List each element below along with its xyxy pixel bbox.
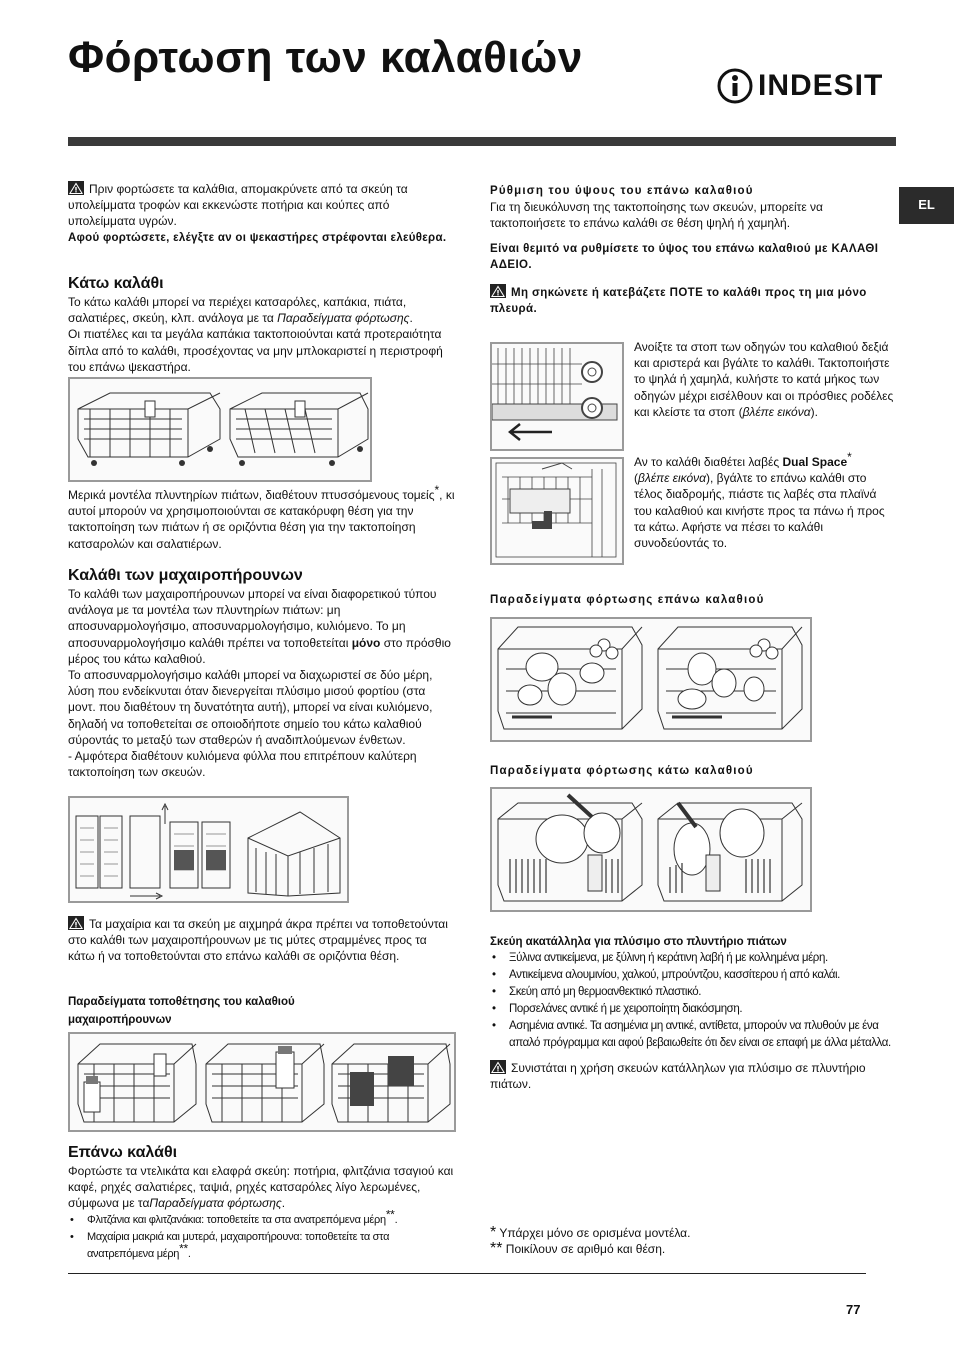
lower-basket-figure [68,377,372,482]
cutlery-warning: Τα μαχαίρια και τα σκεύη με αιχμηρά άκρα πρέπει να τοποθετούνται στο καλάθι των μαχαιροπήρουνων με τις μύτες στραμμένες προς τα κάτω ή να τοποθετούνται στο επάνω καλάθι σε οριζόντια θέση. [68,917,448,964]
header-rule [68,137,896,146]
upper-basket-text: Φορτώστε τα ντελικάτα και ελαφρά σκεύη: ποτήρια, φλιτζάνια τσαγιού και καφέ, ρηχές σαλατιέρες, ταψιά, ρηχές κατσαρόλες λίγο λερωμένες, σύμφωνα με ταΠαραδείγματα φόρτωσης. [68,1164,454,1211]
brand-logo [716,66,883,106]
footnote-double-star: ** Ποικίλουν σε αριθμό και θέση. [490,1240,666,1258]
lower-basket-examples-figure [490,787,812,912]
rail-stop-text: Ανοίξτε τα στοπ των οδηγών του καλαθιού δεξιά και αριστερά και βγάλτε το καλάθι. Τακτοποιήστε το ψηλά ή χαμηλά, κυλήστε το κατά μήκος των οδηγών μέχρι εισέλθουν και οι πρόσθιες ροδέλες και κλείστε τα στοπ (βλέπε εικόνα). [634,340,894,419]
brand-i-icon [716,67,754,105]
cutlery-p2: Το αποσυναρμολογήσιμο καλάθι μπορεί να διαχωριστεί σε δύο μέρη, λύση που ενδείκνυται όταν διενεργείται πλύσιμο μισού φορτίου (στα μοντ. που διαθέτουν τη δυνατότητα αυτή), μπορεί να είναι κυλιόμενο, δηλαδή να τοποθετείται σε οποιοδήποτε σημείο του κάτω καλαθιού σύροντάς το μεταξύ των σταθερών ή αναδιπλούμενων ένθετων. [68,668,433,747]
unsuitable-section [490,934,894,1093]
unsuitable-heading: Σκεύη ακατάλληλα για πλύσιμο στο πλυντήριο πιάτων [490,936,787,948]
cutlery-basket-figure [68,796,349,903]
intro-bold: Αφού φορτώσετε, ελέγξτε αν οι ψεκαστήρες στρέφονται ελεύθερα. [68,231,447,244]
unsuitable-item: • Αντικείμενα αλουμινίου, χαλκού, μπρούντζου, κασσίτερου ή από καλάι. [490,967,894,984]
warning-icon [490,284,506,298]
page-title: Φόρτωση των καλαθιών [68,33,583,82]
cutlery-heading: Καλάθι των μαχαιροπήρουνων [68,567,303,584]
rail-stop-figure [490,342,624,451]
intro-block [68,181,456,246]
cutlery-section [68,566,456,780]
dual-space-text: Αν το καλάθι διαθέτει λαβές Dual Space* (βλέπε εικόνα), βγάλτε το επάνω καλάθι στο τέλος διαδρομής, πιάστε τις λαβές στα πλαϊνά του καλαθιού και κινήστε προς τα πάνω ή προς τα κάτω. Αφήστε να πέσει το καλάθι συνοδεύοντάς το. [634,450,885,551]
upper-basket-examples-figure [490,617,812,742]
height-adjust-warning: Μη σηκώνετε ή κατεβάζετε ΠΟΤΕ το καλάθι προς τη μια μόνο πλευρά. [490,284,894,317]
unsuitable-item: • Ξύλινα αντικείμενα, με ξύλινη ή κεράτινη λαβή ή με κολλημένα μέρη. [490,950,894,967]
footnotes [490,1225,894,1257]
warning-icon [490,1060,506,1074]
upper-basket-section [68,1143,456,1263]
height-adjust-heading: Ρύθμιση του ύψους του επάνω καλαθιού [490,185,754,197]
lower-basket-text: Το κάτω καλάθι μπορεί να περιέχει κατσαρόλες, καπάκια, πιάτα, σαλατιέρες, σκεύη, κλπ. ανάλογα με τα Παραδείγματα φόρτωσης. Οι πιατέλες και τα μεγάλα καπάκια τακτοποιούνται κατά προτεραιότητα δίπλα από το καλάθι, προσέχοντας να μην μπλοκαριστεί η περιστροφή του επάνω ψεκαστήρα. [68,295,443,374]
warning-icon [68,916,84,930]
cutlery-placement-figure [68,1032,456,1132]
language-tab: EL [899,187,954,224]
lower-basket-heading: Κάτω καλάθι [68,275,164,292]
unsuitable-item: • Ασημένια αντικέ. Τα ασημένια μη αντικέ, αντίθετα, μπορούν να πλυθούν με ένα απαλό πρόγραμμα και αφού βεβαιωθείτε ότι δεν είναι σε επαφή με άλλα μέταλλα. [490,1018,894,1052]
upper-examples-heading: Παραδείγματα φόρτωσης επάνω καλαθιού [490,594,765,606]
height-adjust-note: Είναι θεμιτό να ρυθμίσετε το ύψος του επάνω καλαθιού με ΚΑΛΑΘΙ ΑΔΕΙΟ. [490,242,879,271]
trays-paragraph: Μερικά μοντέλα πλυντηρίων πιάτων, διαθέτουν πτυσσόμενους τομείς*, κι αυτοί μπορούν να χρησιμοποιούνται σε κατακόρυφη θέση για την τακτοποίηση των πιάτων ή σε οριζόντια θέση για την τακτοποίηση κατσαρολών και σαλατιέρων. [68,483,455,551]
lower-examples-heading: Παραδείγματα φόρτωσης κάτω καλαθιού [490,765,754,777]
upper-basket-bullet: • Φλιτζάνια και φλιτζανάκια: τοποθετείτε τα στα ανατρεπόμενα μέρη**. [68,1212,456,1229]
footer-rule [68,1273,866,1274]
dual-space-figure [490,457,624,565]
height-adjust-section [490,183,894,317]
footnote-star: * Υπάρχει μόνο σε ορισμένα μοντέλα. [490,1224,691,1241]
cutlery-examples-heading: Παραδείγματα τοποθέτησης του καλαθιού μαχαιροπήρουνων [68,996,295,1026]
warning-icon [68,181,84,195]
intro-text: Πριν φορτώσετε τα καλάθια, απομακρύνετε από τα σκεύη τα υπολείμματα τροφών και εκκενώστε ποτήρια και κούπες από υπολείμματα υγρών. [68,182,408,229]
unsuitable-item: • Πορσελάνες αντικέ ή με χειροποίητη διακόσμηση. [490,1001,894,1018]
brand-name: INDESIT [758,68,884,102]
upper-basket-heading: Επάνω καλάθι [68,1144,178,1161]
cutlery-p3: - Αμφότερα διαθέτουν κυλιόμενα φύλλα που επιτρέπουν καλύτερη τακτοποίηση των σκευών. [68,749,417,780]
unsuitable-item: • Σκεύη από μη θερμοανθεκτικό πλαστικό. [490,984,894,1001]
lower-basket-section [68,274,456,375]
page-number: 77 [846,1302,861,1317]
cutlery-p1: Το καλάθι των μαχαιροπήρουνων μπορεί να είναι διαφορετικού τύπου ανάλογα με τα μοντέλα των πλυντηρίων πιάτων: μη αποσυναρμολογήσιμο, αποσυναρμολογήσιμο, κυλιόμενο. Το μη αποσυναρμολογήσιμο καλάθι πρέπει να τοποθετείται μόνο στο πρόσθιο μέρος του κάτω καλαθιού. [68,587,451,666]
intro-warning [68,181,456,230]
height-adjust-text: Για τη διευκόλυνση της τακτοποίησης των σκευών, μπορείτε να τακτοποιήσετε το επάνω καλάθι σε θέση ψηλή ή χαμηλή. [490,200,823,231]
upper-basket-bullet: • Μαχαίρια μακριά και μυτερά, μαχαιροπήρουνα: τοποθετείτε τα στα ανατρεπόμενα μέρη**. [68,1229,456,1263]
unsuitable-warning: Συνιστάται η χρήση σκευών κατάλληλων για πλύσιμο σε πλυντήριο πιάτων. [490,1061,866,1092]
